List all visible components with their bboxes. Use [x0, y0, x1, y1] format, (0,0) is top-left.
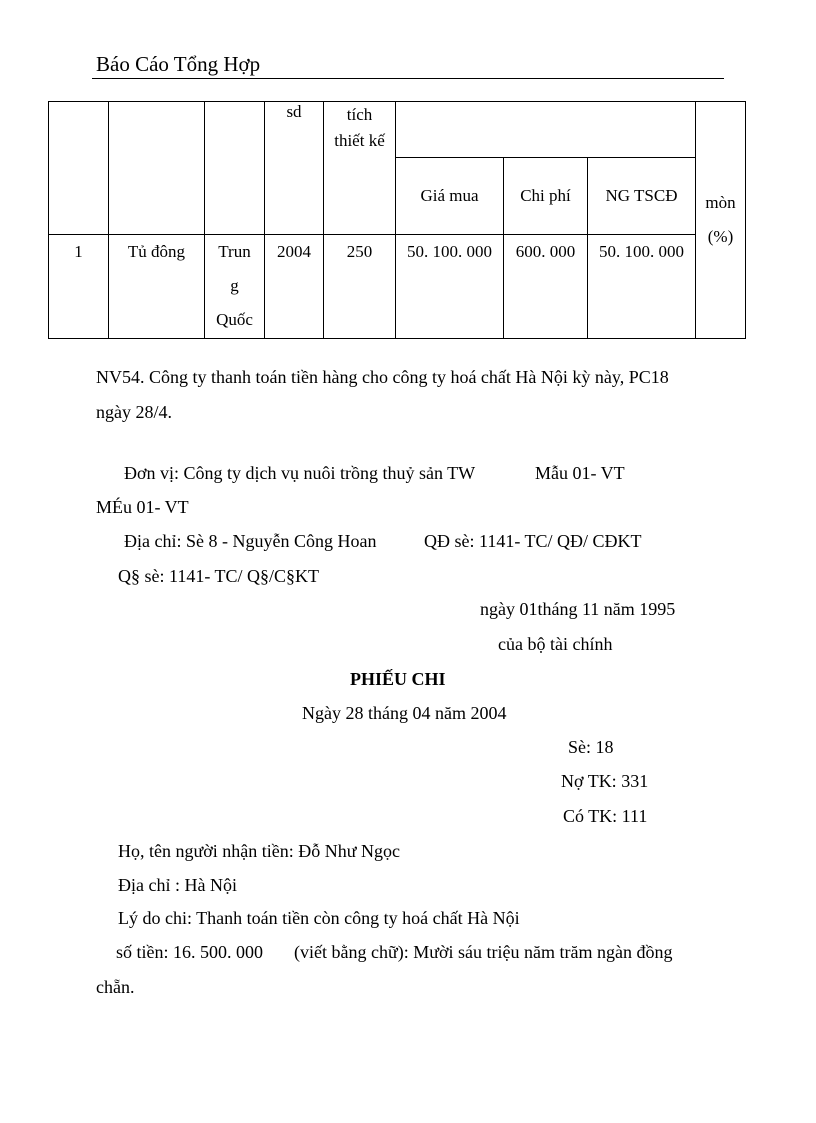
cell-capacity: 250	[324, 235, 396, 339]
qs-so: Q§ sè: 1141- TC/ Q§/C§KT	[118, 566, 319, 586]
header-cell-sd	[265, 102, 324, 235]
header-cell-stt	[49, 102, 109, 235]
so-tien-bang-chu: (viết bằng chữ): Mười sáu triệu năm trăm ngàn đồng	[294, 942, 673, 962]
phieu-chi-date: Ngày 28 tháng 04 năm 2004	[302, 703, 507, 723]
header-rule	[92, 78, 724, 79]
header-sd: sd	[286, 102, 302, 121]
header-tich-line1: tích	[346, 105, 373, 124]
so-tien: số tiền: 16. 500. 000	[116, 942, 263, 962]
header-tich-line2: thiết kế	[334, 131, 385, 150]
cell-gia-mua: 50. 100. 000	[396, 235, 504, 339]
origin-line3: Quốc	[216, 310, 253, 329]
header-mon-line1: mòn	[705, 193, 736, 212]
header-cell-name	[109, 102, 205, 235]
so-phieu: Sè: 18	[568, 737, 614, 757]
header-cell-tich	[324, 102, 396, 235]
origin-line2: g	[230, 276, 239, 295]
cua-bo-tai-chinh: của bộ tài chính	[498, 634, 613, 654]
header-cell-mon	[696, 102, 746, 339]
cell-ng-tscd: 50. 100. 000	[588, 235, 696, 339]
header-chi-phi: Chi phí	[504, 158, 588, 235]
don-vi: Đơn vị: Công ty dịch vụ nuôi trồng thuỷ sản TW	[124, 463, 476, 483]
ngay-quyet-dinh: ngày 01tháng 11 năm 1995	[480, 599, 676, 619]
asset-table	[48, 101, 746, 339]
dia-chi-don-vi: Địa chỉ: Sè 8 - Nguyễn Công Hoan	[124, 531, 377, 551]
ly-do-chi: Lý do chi: Thanh toán tiền còn công ty hoá chất Hà Nội	[118, 908, 520, 928]
phieu-chi-title: PHIẾU CHI	[350, 669, 446, 689]
header-cell-origin	[205, 102, 265, 235]
co-tk: Có TK: 111	[563, 806, 648, 826]
nv54-line2: ngày 28/4.	[96, 402, 172, 422]
nguoi-nhan-tien: Họ, tên người nhận tiền: Đỗ Như Ngọc	[118, 841, 400, 861]
cell-name: Tủ đông	[109, 235, 205, 339]
header-mon-line2: (%)	[707, 227, 734, 246]
dia-chi-nguoi-nhan: Địa chỉ : Hà Nội	[118, 875, 237, 895]
cell-chi-phi: 600. 000	[504, 235, 588, 339]
nv54-line1: NV54. Công ty thanh toán tiền hàng cho công ty hoá chất Hà Nội kỳ này, PC18	[96, 367, 669, 387]
header-gia-mua: Giá mua	[396, 158, 504, 235]
cell-year: 2004	[265, 235, 324, 339]
meu-so: MÉu 01- VT	[96, 497, 189, 517]
origin-line1: Trun	[218, 242, 251, 261]
page-header-title: Báo Cáo Tổng Hợp	[96, 52, 261, 76]
qd-so: QĐ sè: 1141- TC/ QĐ/ CĐKT	[424, 531, 642, 551]
header-ng-tscd: NG TSCĐ	[588, 158, 696, 235]
mau-so: Mẫu 01- VT	[535, 463, 625, 483]
chan: chẵn.	[96, 977, 135, 997]
header-cell-price-group	[396, 102, 696, 158]
cell-origin	[205, 235, 265, 339]
cell-stt: 1	[49, 235, 109, 339]
no-tk: Nợ TK: 331	[561, 771, 649, 791]
